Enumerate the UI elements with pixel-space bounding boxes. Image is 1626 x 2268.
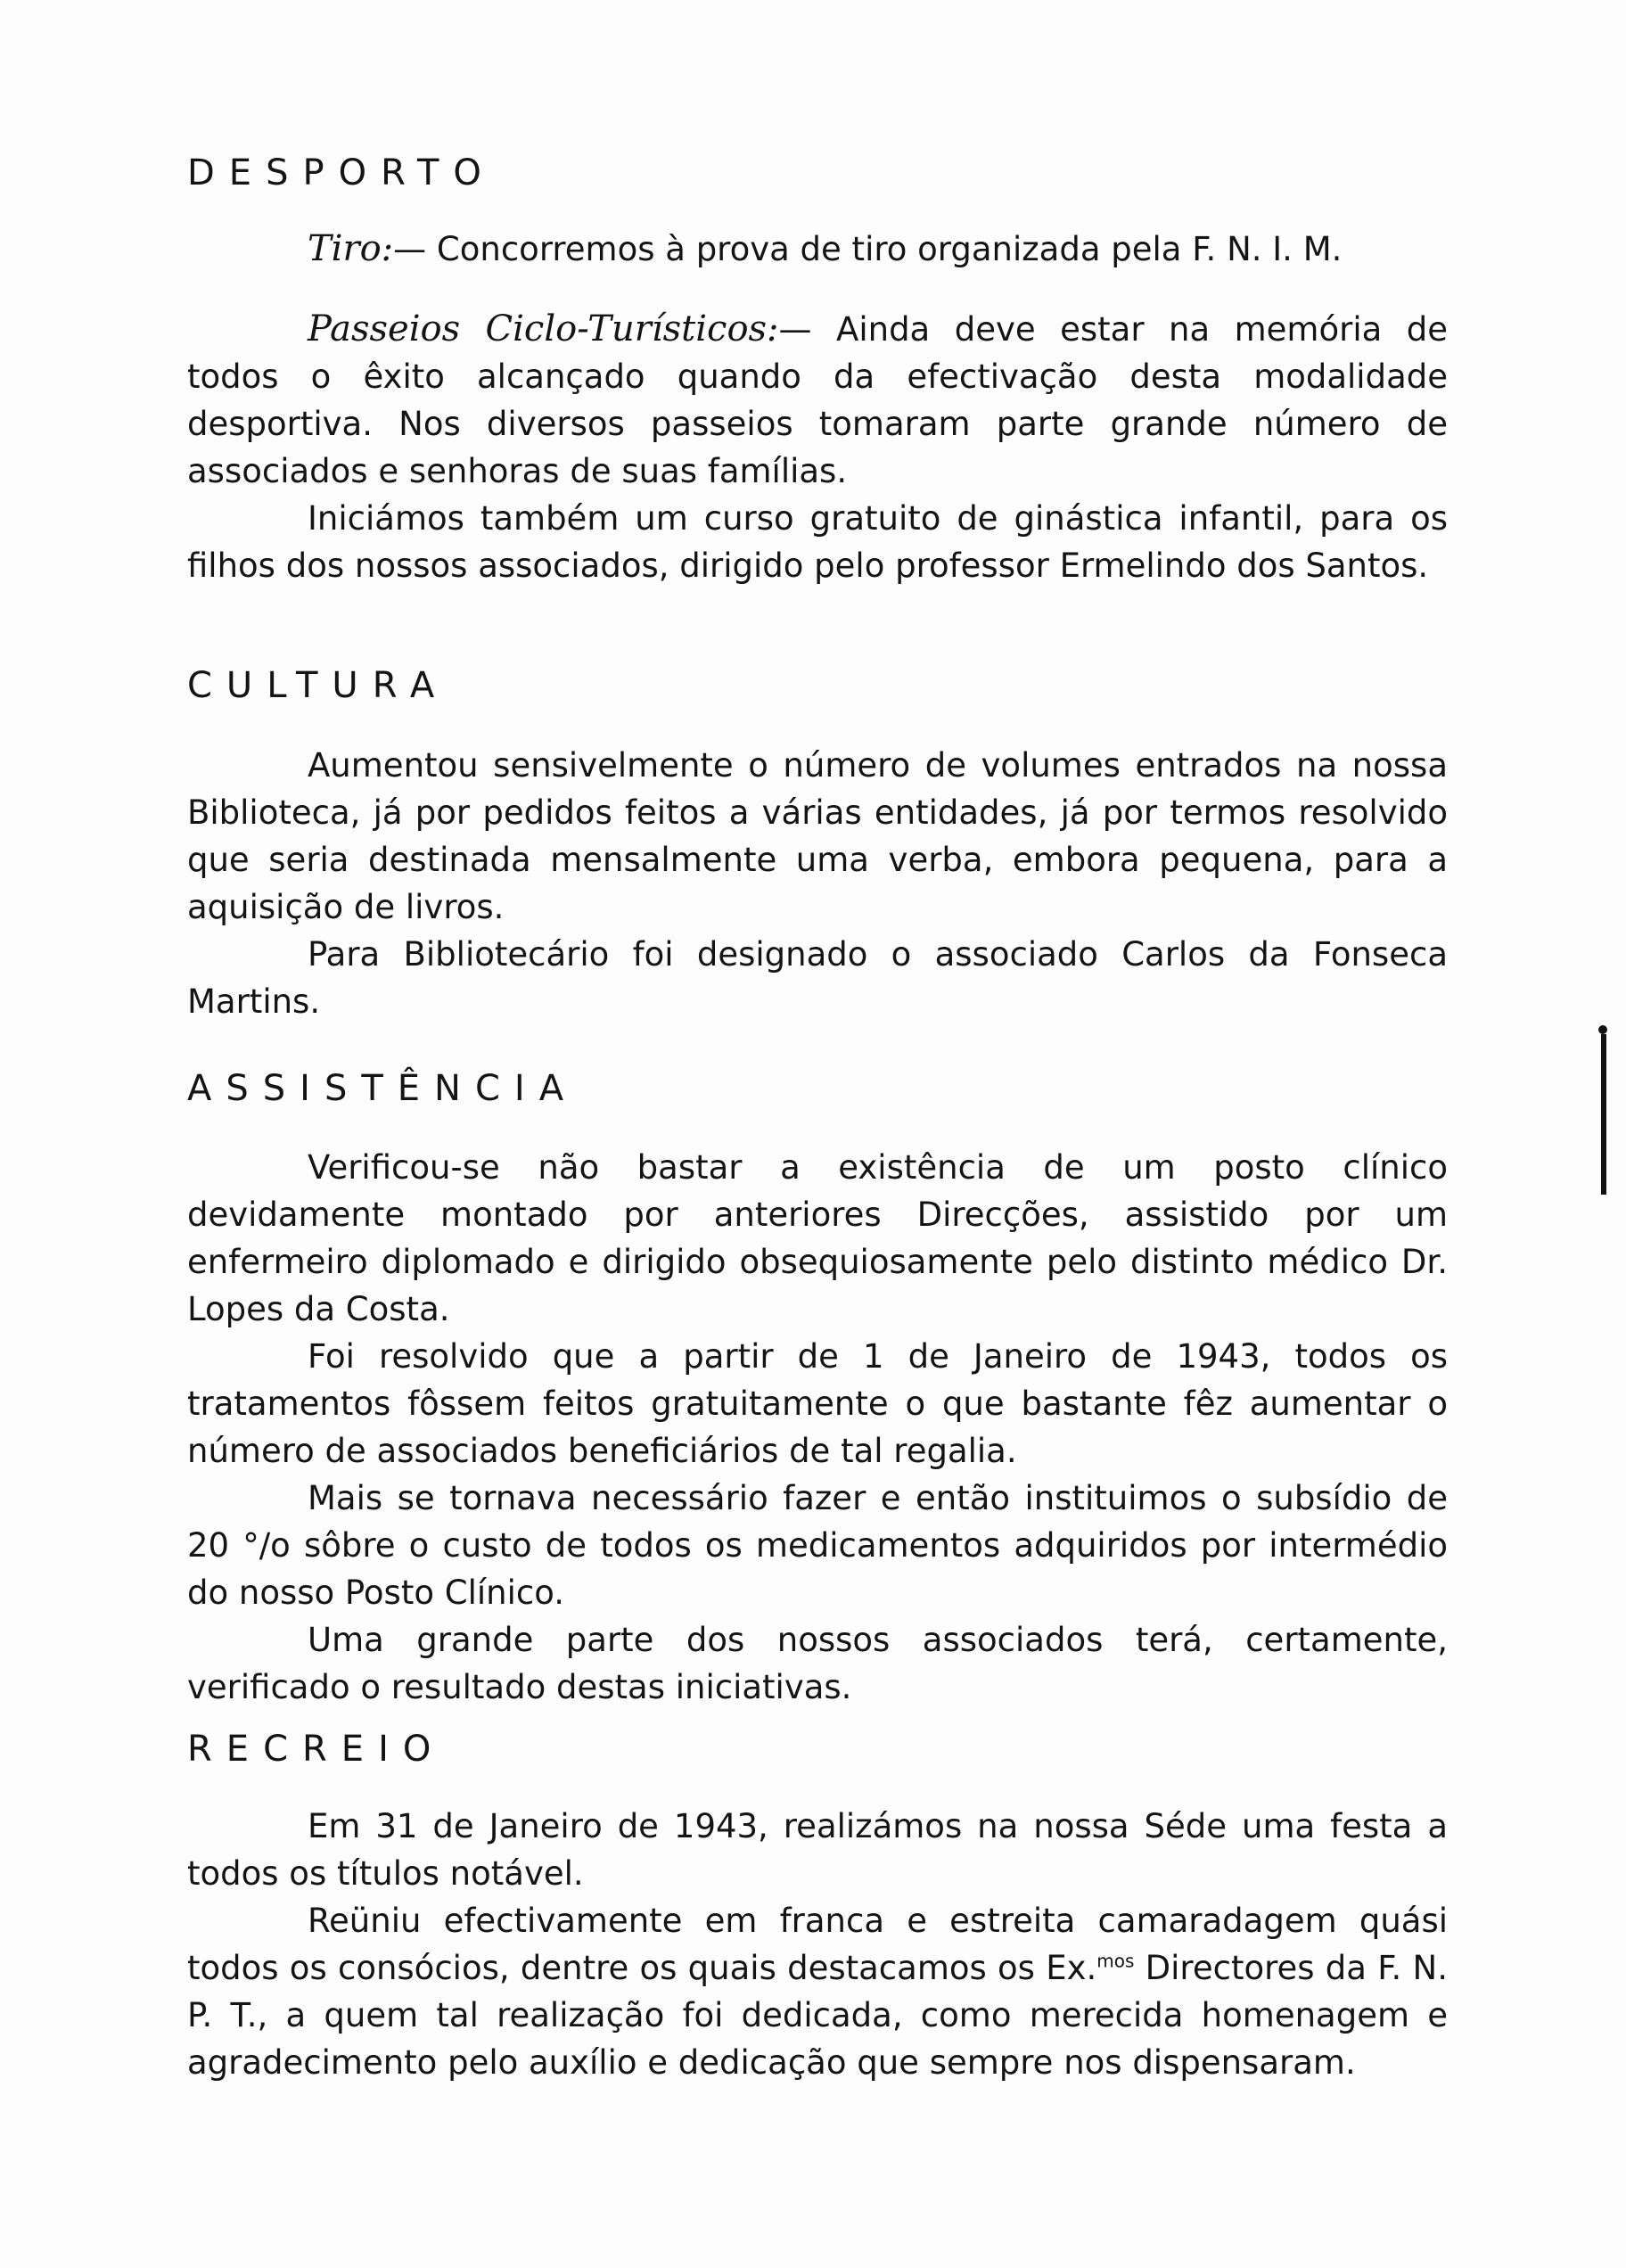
recreio-p2-superscript: mos bbox=[1096, 1950, 1135, 1972]
paragraph-assistencia-4 bbox=[187, 1616, 1448, 1711]
assistencia-p4-text: Uma grande parte dos nossos associados terá, certamente, verificado o resultado destas iniciativas. bbox=[187, 1621, 1448, 1706]
tiro-text: — Concorremos à prova de tiro organizada pela F. N. I. M. bbox=[393, 230, 1343, 268]
paragraph-tiro bbox=[187, 226, 1448, 273]
paragraph-assistencia-3 bbox=[187, 1475, 1448, 1616]
passeios-text: — Ainda deve estar na memória de todos o êxito alcançado quando da efectivação desta modalidade desportiva. Nos diversos passeios tomaram parte grande número de associados e senhoras de suas famílias. bbox=[187, 310, 1449, 490]
paragraph-ginastica bbox=[187, 495, 1448, 589]
assistencia-p3-text: Mais se tornava necessário fazer e então instituimos o subsídio de 20 °/o sôbre o custo de todos os medicamentos adquiridos por intermédio do nosso Posto Clínico. bbox=[187, 1479, 1448, 1612]
assistencia-p2-text: Foi resolvido que a partir de 1 de Janeiro de 1943, todos os tratamentos fôssem feitos gratuitamente o que bastante fêz aumentar o número de associados beneficiários de tal regalia. bbox=[187, 1337, 1448, 1470]
recreio-p2-before: Reüniu efectivamente em franca e estreita camaradagem quási todos os consócios, dentre os quais destacamos os Ex. bbox=[187, 1902, 1448, 1987]
paragraph-assistencia-1 bbox=[187, 1144, 1448, 1333]
cultura-p1-text: Aumentou sensivelmente o número de volumes entrados na nossa Biblioteca, já por pedidos feitos a várias entidades, já por termos resolvido que seria destinada mensalmente uma verba, embora pequena, para a aquisição de livros. bbox=[187, 746, 1448, 926]
tiro-lead: Tiro: bbox=[308, 228, 394, 269]
assistencia-p1-text: Verificou-se não bastar a existência de um posto clínico devidamente montado por anteriores Direcções, assistido por um enfermeiro diplomado e dirigido obsequiosamente pelo distinto médico Dr. Lopes da Costa. bbox=[187, 1148, 1448, 1328]
recreio-p1-text: Em 31 de Janeiro de 1943, realizámos na nossa Séde uma festa a todos os títulos notável. bbox=[187, 1807, 1448, 1893]
margin-mark bbox=[1601, 1034, 1606, 1195]
section-heading-assistencia: ASSISTÊNCIA bbox=[187, 1068, 579, 1109]
paragraph-assistencia-2 bbox=[187, 1333, 1448, 1475]
paragraph-passeios bbox=[187, 306, 1448, 495]
cultura-p2-text: Para Bibliotecário foi designado o associado Carlos da Fonseca Martins. bbox=[187, 935, 1448, 1021]
paragraph-cultura-1 bbox=[187, 742, 1448, 931]
paragraph-recreio-1 bbox=[187, 1803, 1448, 1897]
ginastica-text: Iniciámos também um curso gratuito de ginástica infantil, para os filhos dos nossos associados, dirigido pelo professor Ermelindo dos Santos. bbox=[187, 499, 1448, 585]
section-heading-cultura: CULTURA bbox=[187, 665, 449, 706]
recreio-p2-after: Directores da F. N. P. T., a quem tal realização foi dedicada, como merecida homenagem e agradecimento pelo auxílio e dedicação que sempre nos dispensaram. bbox=[187, 1949, 1448, 2082]
section-heading-desporto: DESPORTO bbox=[187, 152, 496, 193]
margin-mark-dot bbox=[1598, 1025, 1607, 1034]
section-heading-recreio: RECREIO bbox=[187, 1729, 446, 1770]
paragraph-recreio-2 bbox=[187, 1897, 1448, 2086]
paragraph-cultura-2 bbox=[187, 931, 1448, 1025]
passeios-lead: Passeios Ciclo-Turísticos: bbox=[308, 308, 779, 349]
